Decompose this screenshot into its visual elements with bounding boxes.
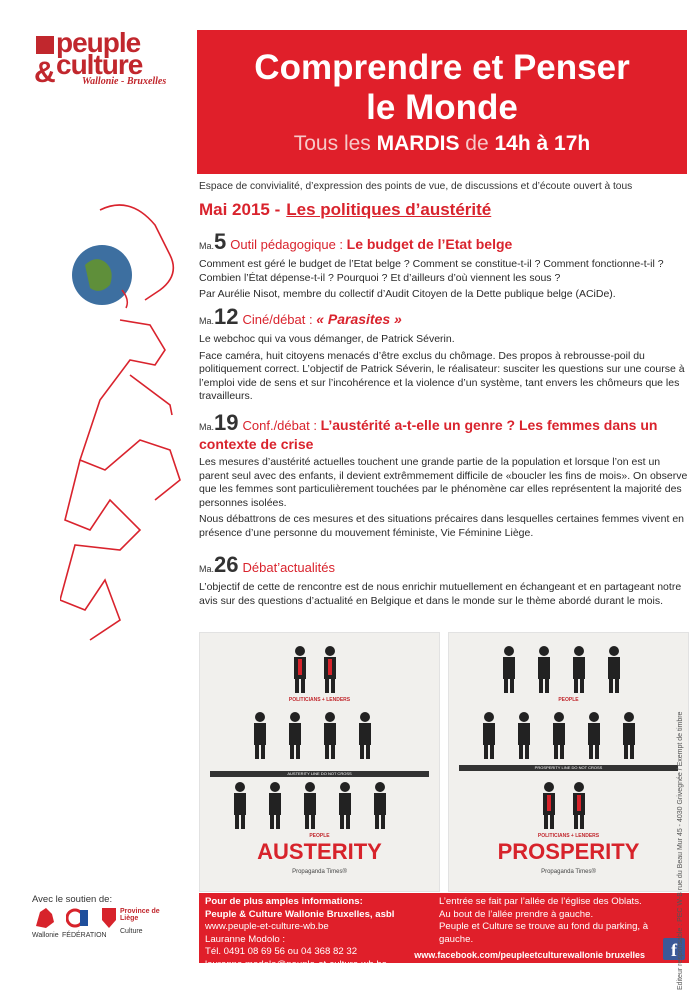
session-day: 5: [214, 229, 227, 254]
legs-outline: [60, 460, 140, 640]
people-figure: [503, 646, 515, 693]
austerity-poster: [199, 632, 440, 892]
access-line: Au bout de l’allée prendre à gauche.: [439, 908, 594, 920]
website-link[interactable]: www.peuple-et-culture-wb.be: [205, 921, 329, 932]
people-figure: [374, 782, 386, 829]
posters-row: [199, 632, 689, 892]
poster-title: AUSTERITY: [257, 839, 382, 864]
people-figure: [289, 712, 301, 759]
session-ma: Ma.: [199, 241, 215, 251]
contact-address: Rue du Beau Mur 45, 4030 Grivegnée: [205, 971, 368, 982]
prosperity-poster: [448, 632, 689, 892]
arm-outline: [130, 375, 172, 415]
schedule-day: MARDIS: [376, 132, 460, 155]
session-title: Le budget de l’Etat belge: [346, 236, 513, 252]
session-day: 19: [214, 410, 239, 435]
session-type: Ciné/débat :: [242, 312, 317, 327]
people-figure: [339, 782, 351, 829]
session-19: [199, 410, 689, 540]
logo-ampersand: &: [34, 56, 56, 89]
people-figure: [324, 712, 336, 759]
poster-tag: POLITICIANS + LENDERS: [537, 833, 600, 839]
session-title: L’austérité a-t-elle un genre ? Les femmes dans un contexte de crise: [199, 417, 658, 452]
info-org: Peuple & Culture Wallonie Bruxelles, asbl: [205, 908, 395, 920]
sponsor-wallonie: Wallonie: [32, 932, 59, 939]
people-figure: [304, 782, 316, 829]
contact-email-link[interactable]: lauranne.modolo@peuple-et-culture-wb.be: [205, 958, 388, 970]
organisation-logo: [34, 27, 194, 92]
access-block: [439, 896, 669, 946]
session-26: [199, 552, 689, 608]
hero-title: [197, 48, 687, 128]
facebook-link[interactable]: www.facebook.com/peupleetculturewallonie bruxelles: [414, 949, 645, 960]
hero-schedule: [197, 132, 687, 156]
session-type: Débat’actualités: [242, 560, 335, 575]
poster-note: Propaganda Times®: [541, 869, 596, 875]
people-figure: [538, 646, 550, 693]
contact-name: Lauranne Modolo :: [205, 933, 286, 945]
facebook-icon[interactable]: f: [663, 938, 685, 960]
logo-word-culture: culture: [56, 49, 143, 80]
session-12: [199, 304, 689, 404]
people-figure: [608, 646, 620, 693]
schedule-prefix: Tous les: [293, 132, 377, 155]
red-tie: [547, 795, 551, 811]
people-figure: [254, 712, 266, 759]
session-paragraph: Face caméra, huit citoyens menacés d’être exclus du chômage. Des propos à rebrousse-poil du politiquement correct. L’objectif de Patrick Séverin, le réalisateur: susciter les questions sur une course à l’emploi vide de sens et sur l’incohérence et la violence d’un système, tant envers les chômeurs que les travailleurs.: [199, 349, 685, 402]
session-5: [199, 229, 689, 302]
info-heading: Pour de plus amples informations:: [205, 896, 363, 907]
session-paragraph: Les mesures d’austérité actuelles touchent une grande partie de la population et lorsque l’on est un parent seul avec des enfants, il devient extrêmmement difficile de «boucler les fins de mois». On observe que les femmes sont particulièrement touchées par le phénomène car elles représentent la majorité des personnes isolées.: [199, 456, 688, 509]
session-paragraph: Le webchoc qui va vous démanger, de Patrick Séverin.: [199, 333, 455, 345]
hero-banner: [197, 30, 687, 174]
session-26-heading: [199, 552, 689, 578]
session-paragraph: Comment est géré le budget de l’Etat belge ? Comment se constitue-t-il ? Comment fonctionne-t-il ? Combien l’État dépense-t-il ? Pourquoi ? Et d’ailleurs d’où viennent les sous ?: [199, 258, 664, 284]
month-theme: Les politiques d’austérité: [286, 200, 492, 219]
support-label: Avec le soutien de:: [32, 894, 113, 905]
wallonie-rooster-icon: [32, 906, 58, 930]
session-type: Conf./débat :: [242, 418, 321, 433]
session-paragraph: Nous débattrons de ces mesures et des situations précaires dans lesquelles certaines femmes vivent en présence d’une personne du mouvement féministe, Vie Féminine Liège.: [199, 513, 684, 539]
session-type: Outil pédagogique :: [230, 237, 347, 252]
province-shield-icon: [100, 906, 118, 930]
people-figure: [359, 712, 371, 759]
session-ma: Ma.: [199, 316, 215, 326]
session-19-heading: [199, 410, 689, 453]
month-label: Mai 2015 -: [199, 200, 281, 219]
people-figure: [623, 712, 635, 759]
people-figure: [234, 782, 246, 829]
people-figure: [269, 782, 281, 829]
logo-subtitle: Wallonie - Bruxelles: [82, 76, 167, 87]
session-title: « Parasites »: [316, 311, 402, 327]
intro-text: Espace de convivialité, d’expression des points de vue, de discussions et d’écoute ouvert à tous: [199, 181, 633, 192]
hero-title-line2: le Monde: [366, 88, 518, 127]
hero-title-line1: Comprendre et Penser: [254, 48, 630, 87]
access-line: L’entrée se fait par l’allée de l’église des Oblats.: [439, 896, 642, 907]
access-line: Peuple et Culture se trouve au fond du parking, à gauche.: [439, 921, 649, 945]
poster-title: PROSPERITY: [497, 839, 640, 864]
people-figure: [553, 712, 565, 759]
people-figure: [588, 712, 600, 759]
poster-tag: POLITICIANS + LENDERS: [288, 697, 351, 703]
austerity-figures: [200, 637, 440, 847]
session-12-heading: [199, 304, 689, 330]
people-figure: [483, 712, 495, 759]
sponsor-province: Province de Liège: [120, 908, 160, 922]
red-tie: [577, 795, 581, 811]
federation-logo-icon: [66, 906, 92, 930]
session-ma: Ma.: [199, 422, 215, 432]
session-ma: Ma.: [199, 564, 215, 574]
session-5-heading: [199, 229, 689, 255]
poster-note: Propaganda Times®: [292, 869, 347, 875]
info-footer: [199, 893, 689, 982]
people-figure: [573, 646, 585, 693]
contact-block: [205, 896, 433, 984]
red-tie: [328, 659, 332, 675]
sponsor-province-sub: Culture: [120, 928, 143, 935]
contact-phone: Tél. 0491 08 69 56 ou 04 368 82 32: [205, 946, 358, 957]
sponsor-federation: FÉDÉRATION: [62, 932, 107, 939]
body-outline: [80, 320, 180, 500]
publisher-note: Editeur responsable : PEC W-B rue du Beau Mur 45 - 4030 Grivegnée / Exempt de timbre: [677, 711, 684, 990]
red-tie: [298, 659, 302, 675]
schedule-mid: de: [459, 132, 495, 155]
figure-illustration: [60, 200, 185, 650]
logo-word-peuple: peuple: [56, 27, 141, 58]
poster-line: AUSTERITY LINE DO NOT CROSS: [210, 771, 429, 777]
session-paragraph: Par Aurélie Nisot, membre du collectif d’Audit Citoyen de la Dette publique belge (ACiDe).: [199, 288, 616, 300]
logo-square: [36, 36, 54, 54]
poster-line: PROSPERITY LINE DO NOT CROSS: [459, 765, 678, 771]
poster-tag: PEOPLE: [558, 697, 579, 703]
session-day: 12: [214, 304, 239, 329]
poster-tag: PEOPLE: [309, 833, 330, 839]
prosperity-figures: [449, 637, 689, 847]
session-day: 26: [214, 552, 239, 577]
month-heading: [199, 200, 491, 220]
schedule-time: 14h à 17h: [494, 132, 591, 155]
session-paragraph: L’objectif de cette de rencontre est de nous enrichir mutuellement en échangeant et en partageant notre avis sur des questions d’actualité en Belgique et dans le monde sur le thème abordé durant le mois.: [199, 581, 682, 607]
people-figure: [518, 712, 530, 759]
